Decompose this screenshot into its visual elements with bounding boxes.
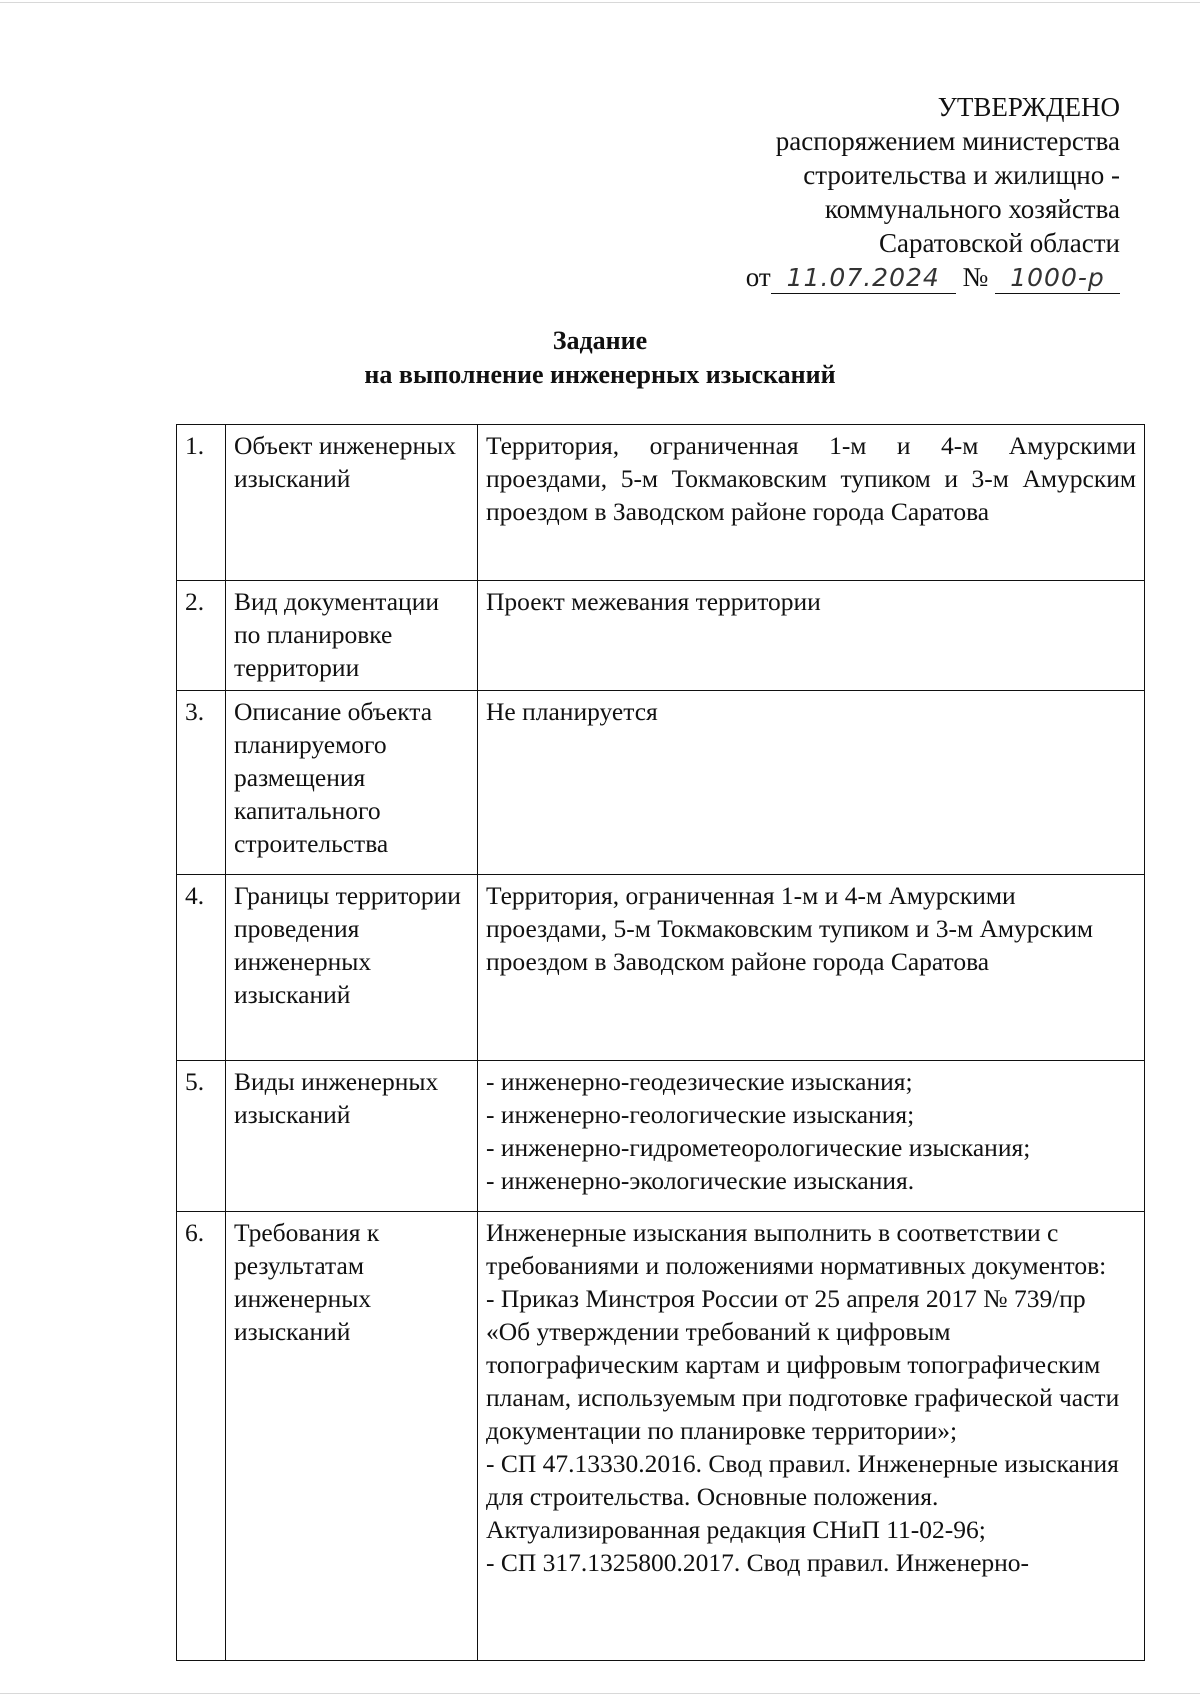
approval-line: Саратовской области <box>879 228 1120 258</box>
value-line: - инженерно-экологические изыскания. <box>486 1166 915 1195</box>
scan-edge-bottom <box>0 1693 1200 1694</box>
value-line: Инженерные изыскания выполнить в соответствии с требованиями и положениями нормативных документов: <box>486 1218 1107 1280</box>
row-number: 1. <box>177 425 226 581</box>
row-value <box>478 1061 1145 1212</box>
value-line: Территория, ограниченная 1-м и 4-м Амурскими проездами, 5-м Токмаковским тупиком и 3-м Амурским проездом в Заводском районе города Саратова <box>486 431 1136 526</box>
title-line-1: Задание <box>552 326 648 355</box>
approval-line: коммунального хозяйства <box>824 194 1120 224</box>
scan-edge-top <box>0 2 1200 3</box>
table-row <box>177 875 1145 1061</box>
approval-heading: УТВЕРЖДЕНО <box>937 92 1120 122</box>
value-line: Территория, ограниченная 1-м и 4-м Амурскими проездами, 5-м Токмаковским тупиком и 3-м Амурским проездом в Заводском районе города Саратова <box>486 881 1093 976</box>
value-line: Проект межевания территории <box>486 587 821 616</box>
row-label: Вид документации по планировке территории <box>226 581 478 691</box>
row-number: 5. <box>177 1061 226 1212</box>
row-label: Границы территории проведения инженерных изысканий <box>226 875 478 1061</box>
value-line: - СП 47.13330.2016. Свод правил. Инженерные изыскания для строительства. Основные положения. Актуализированная редакция СНиП 11-02-96; <box>486 1449 1119 1544</box>
row-label: Требования к результатам инженерных изысканий <box>226 1212 478 1661</box>
row-label: Виды инженерных изысканий <box>226 1061 478 1212</box>
row-number: 2. <box>177 581 226 691</box>
task-table <box>176 424 1145 1661</box>
value-line: Не планируется <box>486 697 658 726</box>
handwritten-date: 11.07.2024 <box>771 263 956 294</box>
value-line: - инженерно-геодезические изыскания; <box>486 1067 913 1096</box>
value-line: - Приказ Минстроя России от 25 апреля 2017 № 739/пр «Об утверждении требований к цифровым топографическим картам и цифровым топографическим планам, используемым при подготовке графической части документации по планировке территории»; <box>486 1284 1120 1445</box>
row-number: 6. <box>177 1212 226 1661</box>
row-number: 4. <box>177 875 226 1061</box>
row-value <box>478 691 1145 875</box>
row-label: Объект инженерных изысканий <box>226 425 478 581</box>
from-label: от <box>745 262 771 292</box>
row-value <box>478 1212 1145 1661</box>
row-value <box>478 875 1145 1061</box>
value-line: - инженерно-геологические изыскания; <box>486 1100 915 1129</box>
order-reference <box>746 260 1120 294</box>
handwritten-number: 1000-р <box>995 263 1120 294</box>
table-row <box>177 581 1145 691</box>
document-title <box>0 324 1200 392</box>
title-line-2: на выполнение инженерных изысканий <box>364 360 836 389</box>
row-value <box>478 425 1145 581</box>
row-label: Описание объекта планируемого размещения капитального строительства <box>226 691 478 875</box>
row-number: 3. <box>177 691 226 875</box>
table-row <box>177 691 1145 875</box>
approval-line: строительства и жилищно - <box>803 160 1120 190</box>
table-row <box>177 425 1145 581</box>
value-line: - СП 317.1325800.2017. Свод правил. Инженерно- <box>486 1548 1030 1577</box>
approval-block <box>746 90 1120 294</box>
row-value <box>478 581 1145 691</box>
table-row <box>177 1212 1145 1661</box>
value-line: - инженерно-гидрометеорологические изыскания; <box>486 1133 1031 1162</box>
approval-line: распоряжением министерства <box>775 126 1120 156</box>
table-row <box>177 1061 1145 1212</box>
number-label: № <box>962 262 989 292</box>
